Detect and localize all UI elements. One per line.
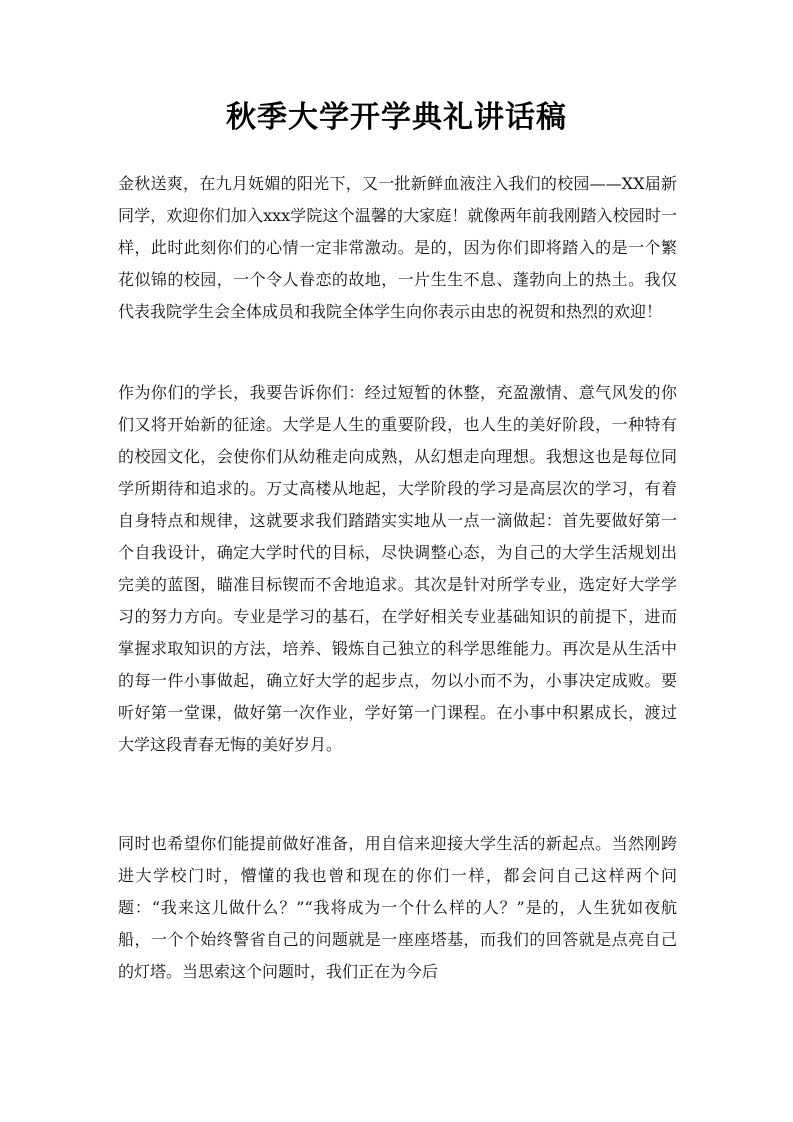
- paragraph-2: 作为你们的学长，我要告诉你们：经过短暂的休整，充盈激情、意气风发的你们又将开始新的征途。大学是人生的重要阶段，也人生的美好阶段，一种特有的校园文化，会使你们从幼稚走向成熟，从幻想走向理想。我想这也是每位同学所期待和追求的。万丈高楼从地起，大学阶段的学习是高层次的学习，有着自身特点和规律，这就要求我们踏踏实实地从一点一滴做起：首先要做好第一个自我设计，确定大学时代的目标，尽快调整心态，为自己的大学生活规划出完美的蓝图，瞄准目标锲而不舍地追求。其次是针对所学专业，选定好大学学习的努力方向。专业是学习的基石，在学好相关专业基础知识的前提下，进而掌握求取知识的方法，培养、锻炼自己独立的科学思维能力。再次是从生活中的每一件小事做起，确立好大学的起步点，勿以小而不为，小事决定成败。要听好第一堂课，做好第一次作业，学好第一门课程。在小事中积累成长，渡过大学这段青春无悔的美好岁月。: [118, 383, 677, 754]
- paragraph-3: 同时也希望你们能提前做好准备，用自信来迎接大学生活的新起点。当然刚跨进大学校门时，懵懂的我也曾和现在的你们一样，都会问自己这样两个问题：“我来这儿做什么？”“我将成为一个什么样的人？”是的，人生犹如夜航船，一个个始终警省自己的问题就是一座座塔基，而我们的回答就是点亮自己的灯塔。当思索这个问题时，我们正在为今后: [118, 834, 677, 981]
- paragraph-1: 金秋送爽，在九月妩媚的阳光下，又一批新鲜血液注入我们的校园——XX届新同学，欢迎你们加入xxx学院这个温馨的大家庭！就像两年前我刚踏入校园时一样，此时此刻你们的心情一定非常激动。是的，因为你们即将踏入的是一个繁花似锦的校园，一个令人眷恋的故地，一片生生不息、蓬勃向上的热土。我仅代表我院学生会全体成员和我院全体学生向你表示由忠的祝贺和热烈的欢迎！: [118, 174, 677, 321]
- document-title: 秋季大学开学典礼讲话稿: [226, 100, 567, 135]
